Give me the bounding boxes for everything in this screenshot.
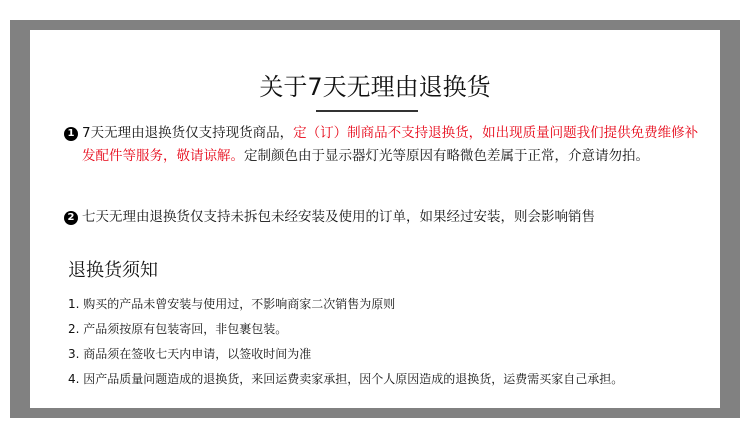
- page-title: 关于7天无理由退换货: [259, 73, 491, 101]
- rule-item-2: 2. 产品须按原有包装寄回，非包裹包装。: [68, 322, 288, 336]
- notice-1-text-a: 7天无理由退换货仅支持现货商品，: [82, 125, 294, 141]
- rule-item-1: 1. 购买的产品未曾安装与使用过，不影响商家二次销售为原则: [68, 297, 396, 311]
- number-badge-1: 1: [64, 127, 78, 141]
- notice-2-text: 七天无理由退换货仅支持未拆包未经安装及使用的订单，如果经过安装，则会影响销售: [82, 209, 595, 225]
- rule-item-3: 3. 商品须在签收七天内申请，以签收时间为准: [68, 347, 312, 361]
- gray-frame: [10, 20, 740, 418]
- rules-list: [68, 296, 708, 396]
- rules-heading: 退换货须知: [68, 260, 158, 281]
- notice-1: [67, 122, 702, 168]
- notice-2: [67, 206, 702, 229]
- policy-card: [30, 30, 720, 408]
- notice-1-text-b: 定制颜色由于显示器灯光等原因有略微色差属于正常，介意请勿拍。: [244, 148, 649, 164]
- notice-1-text-red: 定（订）制商品不支持退换货，如出现质量问题我们提供免费维修补发配件等服务，敬请谅解。: [82, 125, 699, 164]
- rule-item-4: 4. 因产品质量问题造成的退换货，来回运费卖家承担，因个人原因造成的退换货，运费需买家自己承担。: [68, 372, 624, 386]
- number-badge-2: 2: [64, 211, 78, 225]
- title-underline: [316, 110, 418, 112]
